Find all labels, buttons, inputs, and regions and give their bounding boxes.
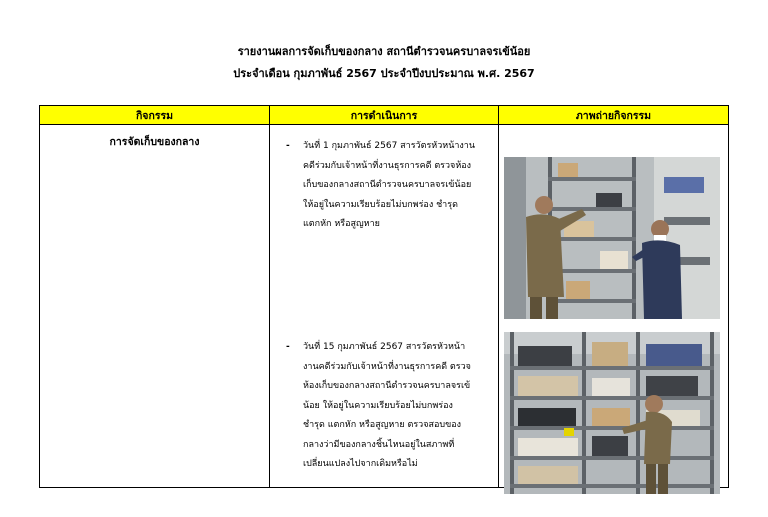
header-activity: กิจกรรม [40,106,270,125]
header-operations: การดำเนินการ [270,106,499,125]
operation-line: เปลี่ยนแปลงไปจากเดิมหรือไม่ [303,459,418,469]
operations-cell [270,125,499,488]
photos-cell [499,125,729,488]
report-title: รายงานผลการจัดเก็บของกลาง สถานีตำรวจนครบาลจรเข้น้อย [237,45,531,58]
operation-line: คดีร่วมกับเจ้าหน้าที่งานธุรการคดี ตรวจห้อง [303,160,472,171]
table-header-row [40,106,729,125]
operation-line: เก็บของกลางสถานีตำรวจนครบาลจรเข้น้อย [303,180,472,190]
operation-line: ห้องเก็บของกลางสถานีตำรวจนครบาลจรเข้ [303,381,471,391]
operation-text-2 [303,338,471,475]
operation-item-1 [286,137,491,235]
operation-line: แตกหัก หรือสูญหาย [303,219,380,229]
bullet-dash: - [286,141,290,151]
operation-line: น้อย ให้อยู่ในความเรียบร้อยไม่บกพร่อง [303,400,453,411]
activity-photo-1 [504,157,720,319]
activity-name: การจัดเก็บของกลาง [109,136,200,148]
operation-line: งานคดีร่วมกับเจ้าหน้าที่งานธุรการคดี ตรวจ [303,361,471,372]
report-subtitle: ประจำเดือน กุมภาพันธ์ 2567 ประจำปีงบประมาณ พ.ศ. 2567 [233,67,535,80]
operation-item-2 [286,338,491,475]
operation-line: วันที่ 1 กุมภาพันธ์ 2567 สารวัตรหัวหน้างาน [303,141,475,151]
operation-line: กลางว่ามีของกลางชิ้นไหนอยู่ในสภาพที่ [303,439,455,450]
operation-line: ให้อยู่ในความเรียบร้อยไม่บกพร่อง ชำรุด [303,199,458,210]
table-row [40,125,729,488]
activity-cell [40,125,270,488]
activity-photo-2 [504,332,720,494]
report-table [39,105,729,488]
operation-line: ชำรุด แตกหัก หรือสูญหาย ตรวจสอบของ [303,420,462,430]
header-photos: ภาพถ่ายกิจกรรม [499,106,729,125]
operation-text-1 [303,137,475,235]
operation-line: วันที่ 15 กุมภาพันธ์ 2567 สารวัตรหัวหน้า [303,342,466,352]
bullet-dash: - [286,342,290,352]
